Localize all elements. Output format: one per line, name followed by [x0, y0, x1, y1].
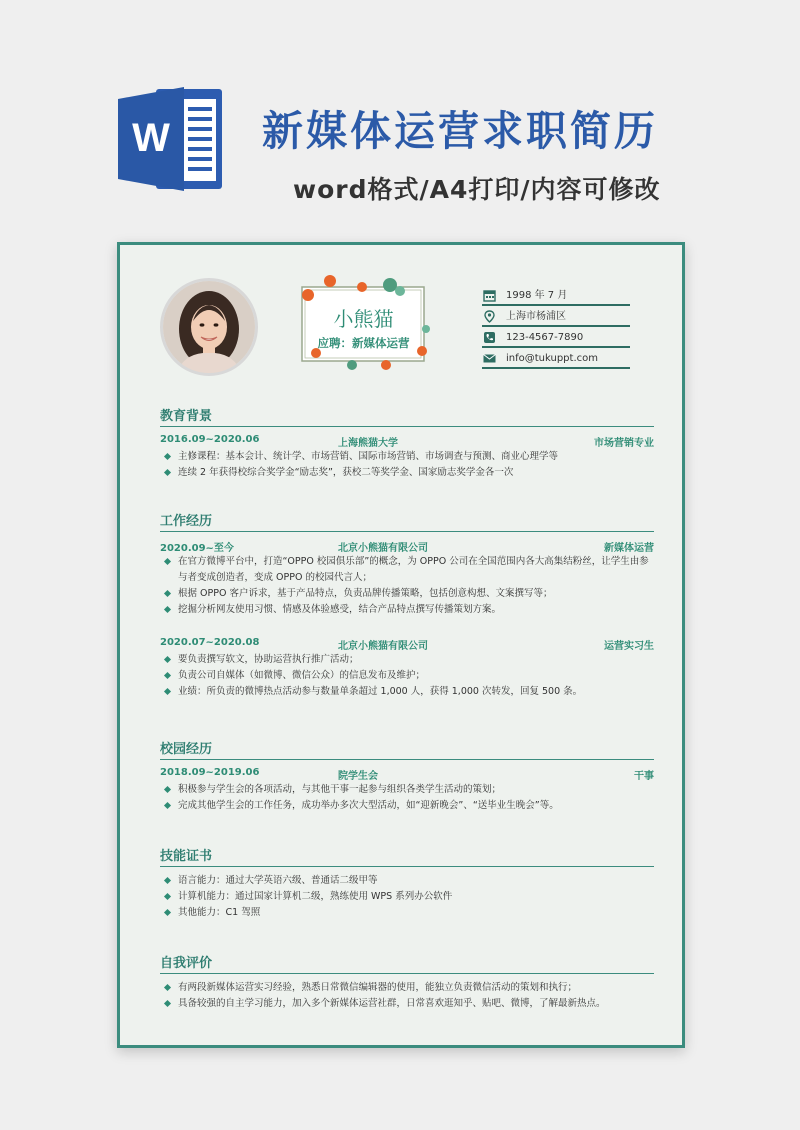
list-item: 积极参与学生会的各项活动，与其他干事一起参与组织各类学生活动的策划； [160, 782, 654, 798]
entry-date: 2018.09~2019.06 [160, 767, 260, 778]
name-card [296, 273, 431, 371]
entry-header [160, 432, 654, 449]
entry-org: 北京小熊猫有限公司 [338, 641, 428, 652]
candidate-name: 小熊猫 [333, 307, 394, 331]
contact-email [482, 348, 630, 369]
page-subtitle: word格式/A4打印/内容可修改 [293, 175, 661, 204]
entry-role: 市场营销专业 [594, 438, 654, 449]
list-item: 连续 2 年获得校综合奖学金“励志奖”，获校二等奖学金、国家励志奖学金各一次 [160, 465, 654, 481]
entry-role: 干事 [634, 771, 654, 782]
entry-org: 上海熊猫大学 [338, 438, 398, 449]
list-item: 负责公司自媒体（如微博、微信公众）的信息发布及维护； [160, 668, 654, 684]
section-title: 工作经历 [160, 510, 654, 532]
page-title: 新媒体运营求职简历 [262, 107, 658, 155]
entry-org: 院学生会 [338, 771, 378, 782]
entry-date: 2020.09~至今 [160, 543, 234, 554]
list-item: 挖掘分析网友使用习惯、情感及体验感受，结合产品特点撰写传播策划方案。 [160, 602, 654, 618]
list-item: 业绩：所负责的微博热点活动参与数量单条超过 1,000 人，获得 1,000 次转发，回复 500 条。 [160, 684, 654, 700]
entry-role: 新媒体运营 [604, 543, 654, 554]
section-education [160, 405, 654, 481]
contact-phone [482, 327, 630, 348]
contact-text: info@tukuppt.com [506, 353, 598, 364]
contact-birth [482, 285, 630, 306]
entry-header [160, 537, 654, 554]
logo-letter: W [132, 116, 170, 160]
section-title: 自我评价 [160, 952, 654, 974]
section-title: 教育背景 [160, 405, 654, 427]
section-title: 技能证书 [160, 845, 654, 867]
list-item: 语言能力：通过大学英语六级、普通话二级甲等 [160, 873, 654, 889]
mail-icon [483, 352, 496, 365]
list-item: 要负责撰写软文，协助运营执行推广活动； [160, 652, 654, 668]
section-title: 校园经历 [160, 738, 654, 760]
entry-header [160, 765, 654, 782]
entry-date: 2020.07~2020.08 [160, 637, 260, 648]
list-item: 在官方微博平台中，打造“OPPO 校园俱乐部”的概念，为 OPPO 公司在全国范围内各大高集结粉丝，让学生由参与者变成创造者，变成 OPPO 的校园代言人； [160, 554, 654, 586]
list-item: 有两段新媒体运营实习经验，熟悉日常微信编辑器的使用，能独立负责微信活动的策划和执行； [160, 980, 654, 996]
list-item: 主修课程：基本会计、统计学、市场营销、国际市场营销、市场调查与预测、商业心理学等 [160, 449, 654, 465]
portrait-photo [163, 281, 255, 373]
list-item: 具备较强的自主学习能力，加入多个新媒体运营社群，日常喜欢逛知乎、贴吧、微博，了解最新热点。 [160, 996, 654, 1012]
location-icon [483, 310, 496, 323]
entry-date: 2016.09~2020.06 [160, 434, 260, 445]
entry-org: 北京小熊猫有限公司 [338, 543, 428, 554]
resume-sheet [117, 242, 685, 1048]
contact-address [482, 306, 630, 327]
applied-position: 应聘：新媒体运营 [317, 336, 410, 350]
section-self-evaluation [160, 952, 654, 1012]
entry-header [160, 635, 654, 652]
section-work [160, 510, 654, 700]
list-item: 计算机能力：通过国家计算机二级，熟练使用 WPS 系列办公软件 [160, 889, 654, 905]
list-item: 根据 OPPO 客户诉求，基于产品特点，负责品牌传播策略，包括创意构想、文案撰写等； [160, 586, 654, 602]
avatar [160, 278, 258, 376]
phone-icon [483, 331, 496, 344]
word-logo-icon [118, 85, 226, 193]
contact-text: 123-4567-7890 [506, 332, 584, 343]
banner [0, 0, 800, 230]
entry-role: 运营实习生 [604, 641, 654, 652]
contact-text: 上海市杨浦区 [506, 311, 566, 322]
section-campus [160, 738, 654, 814]
contact-text: 1998 年 7 月 [506, 290, 568, 301]
list-item: 其他能力：C1 驾照 [160, 905, 654, 921]
calendar-icon [483, 289, 496, 302]
contact-list [482, 285, 630, 369]
list-item: 完成其他学生会的工作任务，成功举办多次大型活动，如“迎新晚会”、“送毕业生晚会”等。 [160, 798, 654, 814]
section-skills [160, 845, 654, 921]
